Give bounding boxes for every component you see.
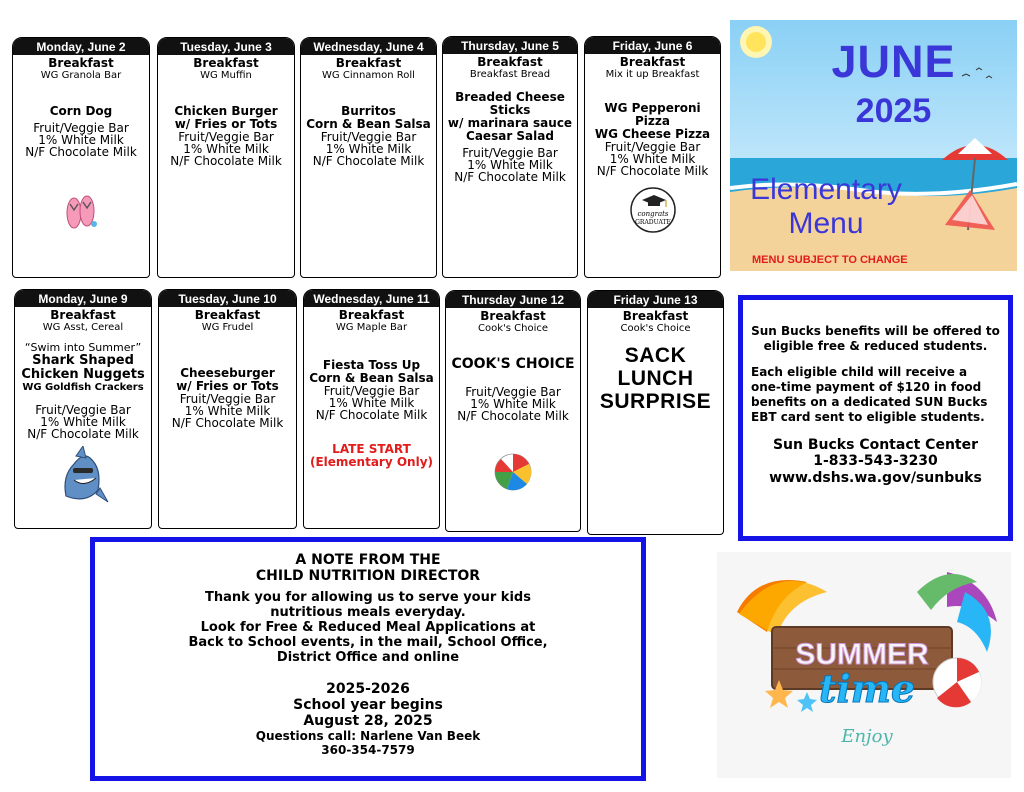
school-start-date: August 28, 2025 bbox=[303, 713, 433, 729]
note-body-line: nutritious meals everyday. bbox=[270, 605, 466, 620]
beach-ball-icon bbox=[493, 452, 533, 492]
lunch-main: Caesar Salad bbox=[466, 129, 554, 143]
summer-word: SUMMER bbox=[795, 638, 929, 671]
breakfast-item: WG Maple Bar bbox=[335, 322, 408, 333]
day-card-monday-june-9 bbox=[14, 289, 152, 529]
flip-flops-icon bbox=[61, 192, 101, 232]
sack-lunch-line-3: SURPRISE bbox=[599, 390, 712, 413]
side-3: N/F Chocolate Milk bbox=[27, 427, 139, 441]
sun-bucks-url[interactable]: www.dshs.wa.gov/sunbuks bbox=[769, 470, 982, 486]
shark-icon bbox=[56, 446, 110, 506]
graduate-text: GRADUATE bbox=[634, 219, 671, 226]
breakfast-item: WG Frudel bbox=[201, 322, 254, 333]
lunch-main: Cheeseburger bbox=[180, 366, 275, 380]
lunch-main: WG Pepperoni Pizza bbox=[604, 101, 701, 128]
menu-subject-to-change: MENU SUBJECT TO CHANGE bbox=[752, 254, 908, 266]
note-title-line2: CHILD NUTRITION DIRECTOR bbox=[255, 568, 481, 584]
breakfast-item: Breakfast Bread bbox=[469, 69, 551, 80]
sun-bucks-info-box bbox=[738, 295, 1013, 541]
note-body-line: Thank you for allowing us to serve your kids bbox=[205, 590, 531, 605]
breakfast-label: Breakfast bbox=[194, 308, 261, 322]
side-3: N/F Chocolate Milk bbox=[454, 170, 566, 184]
late-start-subnote: (Elementary Only) bbox=[309, 455, 434, 469]
questions-phone: 360-354-7579 bbox=[321, 743, 415, 757]
summer-time-art bbox=[717, 552, 1011, 778]
side-3: N/F Chocolate Milk bbox=[170, 154, 282, 168]
lunch-main: Shark Shaped bbox=[32, 353, 134, 368]
side-3: N/F Chocolate Milk bbox=[457, 409, 569, 423]
lunch-main: Fiesta Toss Up bbox=[322, 358, 421, 372]
day-card-monday-june-2 bbox=[12, 37, 150, 278]
lunch-main: Corn Dog bbox=[49, 104, 113, 118]
lunch-main: Corn & Bean Salsa bbox=[309, 371, 434, 385]
day-header: Wednesday, June 11 bbox=[304, 290, 439, 307]
day-card-tuesday-june-10 bbox=[158, 289, 297, 529]
lunch-main: w/ marinara sauce bbox=[447, 116, 573, 130]
side-2: 1% White Milk bbox=[38, 133, 124, 147]
side-1: Fruit/Veggie Bar bbox=[178, 130, 274, 144]
breakfast-label: Breakfast bbox=[619, 55, 686, 69]
enjoy-word: Enjoy bbox=[841, 726, 893, 747]
side-2: 1% White Milk bbox=[470, 397, 556, 411]
breakfast-label: Breakfast bbox=[622, 309, 689, 323]
side-2: 1% White Milk bbox=[325, 142, 412, 156]
sun-bucks-paragraph-1: Sun Bucks benefits will be offered to eligible free & reduced students. bbox=[751, 324, 1000, 353]
side-2: 1% White Milk bbox=[328, 396, 415, 410]
day-header: Thursday, June 5 bbox=[443, 37, 577, 54]
lunch-main: WG Cheese Pizza bbox=[594, 127, 711, 141]
breakfast-item: Cook's Choice bbox=[477, 323, 548, 334]
breakfast-label: Breakfast bbox=[480, 309, 546, 323]
day-card-wednesday-june-11 bbox=[303, 289, 440, 529]
breakfast-item: Cook's Choice bbox=[620, 323, 691, 334]
side-1: Fruit/Veggie Bar bbox=[179, 392, 276, 406]
side-1: Fruit/Veggie Bar bbox=[462, 146, 558, 160]
breakfast-label: Breakfast bbox=[477, 55, 543, 69]
day-header: Monday, June 9 bbox=[15, 290, 151, 307]
sack-lunch-line-1: SACK bbox=[624, 344, 687, 367]
breakfast-label: Breakfast bbox=[335, 56, 402, 70]
breakfast-item: WG Muffin bbox=[200, 70, 252, 81]
breakfast-label: Breakfast bbox=[48, 56, 114, 70]
day-header: Friday June 13 bbox=[588, 291, 723, 308]
school-year: 2025-2026 bbox=[326, 681, 410, 697]
lunch-main: Burritos bbox=[341, 104, 396, 118]
note-body-line: Back to School events, in the mail, School Office, bbox=[188, 635, 548, 650]
side-3: N/F Chocolate Milk bbox=[171, 416, 284, 430]
questions-contact: Questions call: Narlene Van Beek bbox=[255, 729, 481, 743]
day-card-thursday-june-12 bbox=[445, 290, 581, 532]
breakfast-item: WG Cinnamon Roll bbox=[322, 70, 415, 81]
side-1: Fruit/Veggie Bar bbox=[320, 130, 417, 144]
side-1: Fruit/Veggie Bar bbox=[33, 121, 129, 135]
lunch-main: Breaded Cheese bbox=[455, 90, 565, 104]
breakfast-label: Breakfast bbox=[338, 308, 405, 322]
side-2: 1% White Milk bbox=[183, 142, 269, 156]
sun-bucks-phone: 1-833-543-3230 bbox=[813, 453, 938, 469]
side-1: Fruit/Veggie Bar bbox=[35, 403, 131, 417]
summer-time-illustration bbox=[717, 552, 1011, 778]
side-2: 1% White Milk bbox=[467, 158, 553, 172]
side-3: N/F Chocolate Milk bbox=[596, 164, 709, 178]
side-2: 1% White Milk bbox=[184, 404, 271, 418]
side-1: Fruit/Veggie Bar bbox=[465, 385, 561, 399]
side-2: 1% White Milk bbox=[40, 415, 126, 429]
day-card-thursday-june-5 bbox=[442, 36, 578, 278]
lunch-extra: WG Goldfish Crackers bbox=[22, 382, 144, 393]
time-word: time bbox=[818, 666, 916, 711]
director-note-box bbox=[90, 537, 646, 781]
lunch-main: Sticks bbox=[489, 103, 531, 117]
note-body-line: District Office and online bbox=[276, 650, 460, 665]
banner-year: 2025 bbox=[855, 92, 932, 130]
breakfast-label: Breakfast bbox=[193, 56, 259, 70]
day-header: Tuesday, June 3 bbox=[158, 38, 294, 55]
graduate-cap-icon bbox=[624, 187, 682, 233]
breakfast-item: WG Asst, Cereal bbox=[42, 322, 124, 333]
congrats-text: congrats bbox=[636, 210, 669, 218]
day-card-tuesday-june-3 bbox=[157, 37, 295, 278]
lunch-main: Corn & Bean Salsa bbox=[306, 117, 431, 131]
note-title-line1: A NOTE FROM THE bbox=[295, 552, 441, 568]
note-body-line: Look for Free & Reduced Meal Applications at bbox=[200, 620, 536, 635]
day-header: Thursday June 12 bbox=[446, 291, 580, 308]
school-year-begins: School year begins bbox=[293, 697, 443, 713]
late-start-notice: LATE START bbox=[332, 442, 411, 456]
banner-title-line2: Menu bbox=[788, 207, 864, 240]
day-header: Wednesday, June 4 bbox=[301, 38, 436, 55]
lunch-main: Chicken Burger bbox=[174, 104, 278, 118]
sun-bucks-contact-title: Sun Bucks Contact Center bbox=[772, 437, 979, 453]
side-3: N/F Chocolate Milk bbox=[25, 145, 137, 159]
day-card-friday-june-13 bbox=[587, 290, 724, 535]
banner-title-line1: Elementary bbox=[750, 173, 902, 206]
side-3: N/F Chocolate Milk bbox=[312, 154, 425, 168]
breakfast-item: WG Granola Bar bbox=[40, 70, 122, 81]
june-menu-banner bbox=[730, 20, 1017, 271]
day-header: Tuesday, June 10 bbox=[159, 290, 296, 307]
banner-month: JUNE bbox=[831, 36, 956, 87]
day-card-wednesday-june-4 bbox=[300, 37, 437, 278]
side-2: 1% White Milk bbox=[609, 152, 696, 166]
lunch-main: w/ Fries or Tots bbox=[176, 379, 279, 393]
lunch-main: w/ Fries or Tots bbox=[174, 117, 278, 131]
day-header: Monday, June 2 bbox=[13, 38, 149, 55]
sun-bucks-paragraph-2: Each eligible child will receive a one-time payment of $120 in food benefits on a dedicated SUN Bucks EBT card sent to eligible students. bbox=[751, 365, 988, 424]
day-card-friday-june-6 bbox=[584, 36, 721, 278]
side-1: Fruit/Veggie Bar bbox=[604, 140, 701, 154]
banner-title bbox=[736, 173, 916, 241]
sack-lunch-line-2: LUNCH bbox=[617, 367, 694, 390]
side-1: Fruit/Veggie Bar bbox=[323, 384, 420, 398]
day-header: Friday, June 6 bbox=[585, 37, 720, 54]
breakfast-label: Breakfast bbox=[50, 308, 116, 322]
side-3: N/F Chocolate Milk bbox=[315, 408, 428, 422]
lunch-main: COOK'S CHOICE bbox=[451, 356, 575, 372]
lunch-main: Chicken Nuggets bbox=[21, 367, 145, 382]
theme-quote: “Swim into Summer” bbox=[24, 341, 142, 354]
breakfast-item: Mix it up Breakfast bbox=[605, 69, 700, 80]
